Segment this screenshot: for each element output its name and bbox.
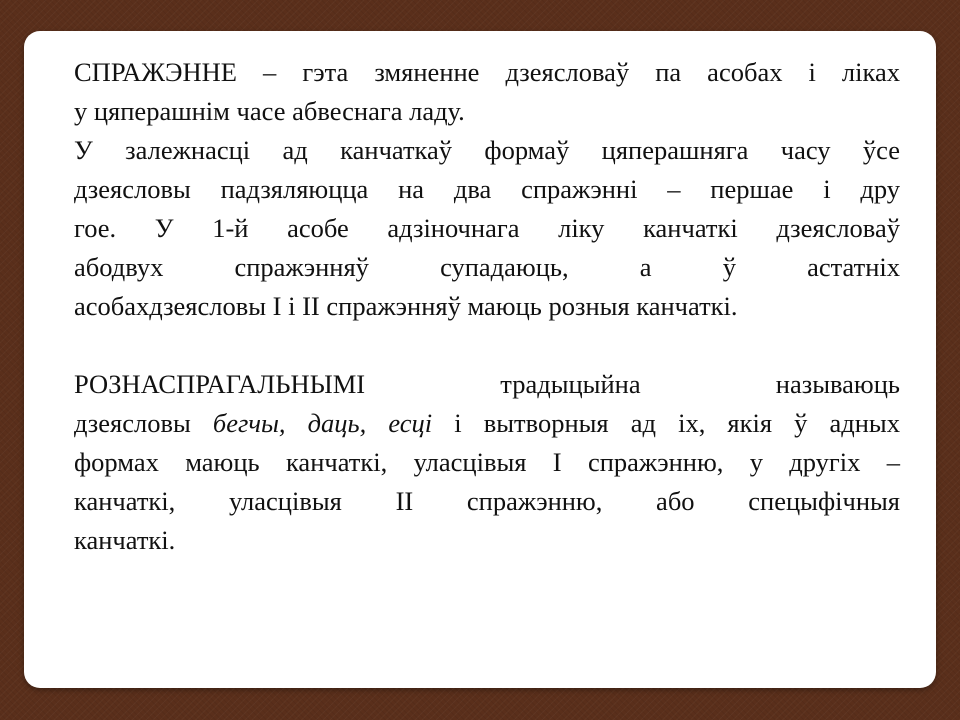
- text-segment: і вытворныя ад іх, якія ў адных: [432, 408, 900, 438]
- paragraph-irregular-verbs: [74, 365, 900, 560]
- text-line: канчаткі, уласцівыя ІІ спражэнню, або спецыфічныя: [74, 486, 900, 516]
- text-segment: дзеясловы: [74, 408, 213, 438]
- text-line: СПРАЖЭННЕ – гэта змяненне дзеясловаў па асобах і ліках: [74, 57, 900, 87]
- text-line: РОЗНАСПРАГАЛЬНЫМІ традыцыйна называюць: [74, 369, 900, 399]
- text-line: у цяперашнім часе абвеснага ладу.: [74, 96, 465, 126]
- text-line: формах маюць канчаткі, уласцівыя І спражэнню, у другіх –: [74, 447, 900, 477]
- slide-content: [74, 53, 900, 560]
- text-line: гое. У 1-й асобе адзіночнага ліку канчаткі дзеясловаў: [74, 213, 900, 243]
- text-line: асобахдзеясловы І і ІІ спражэнняў маюць розныя канчаткі.: [74, 291, 738, 321]
- text-line: У залежнасці ад канчаткаў формаў цяперашняга часу ўсе: [74, 135, 900, 165]
- text-line: дзеясловы падзяляюцца на два спражэнні – першае і дру: [74, 174, 900, 204]
- paragraph-spacer: [74, 326, 900, 365]
- text-line: [74, 404, 900, 443]
- paragraph-conjugation: [74, 53, 900, 326]
- text-line: абодвух спражэнняў супадаюць, а ў астатніх: [74, 252, 900, 282]
- text-line: канчаткі.: [74, 525, 176, 555]
- slide-card: [24, 31, 936, 688]
- italic-verb-examples: бегчы, даць, есці: [212, 408, 433, 438]
